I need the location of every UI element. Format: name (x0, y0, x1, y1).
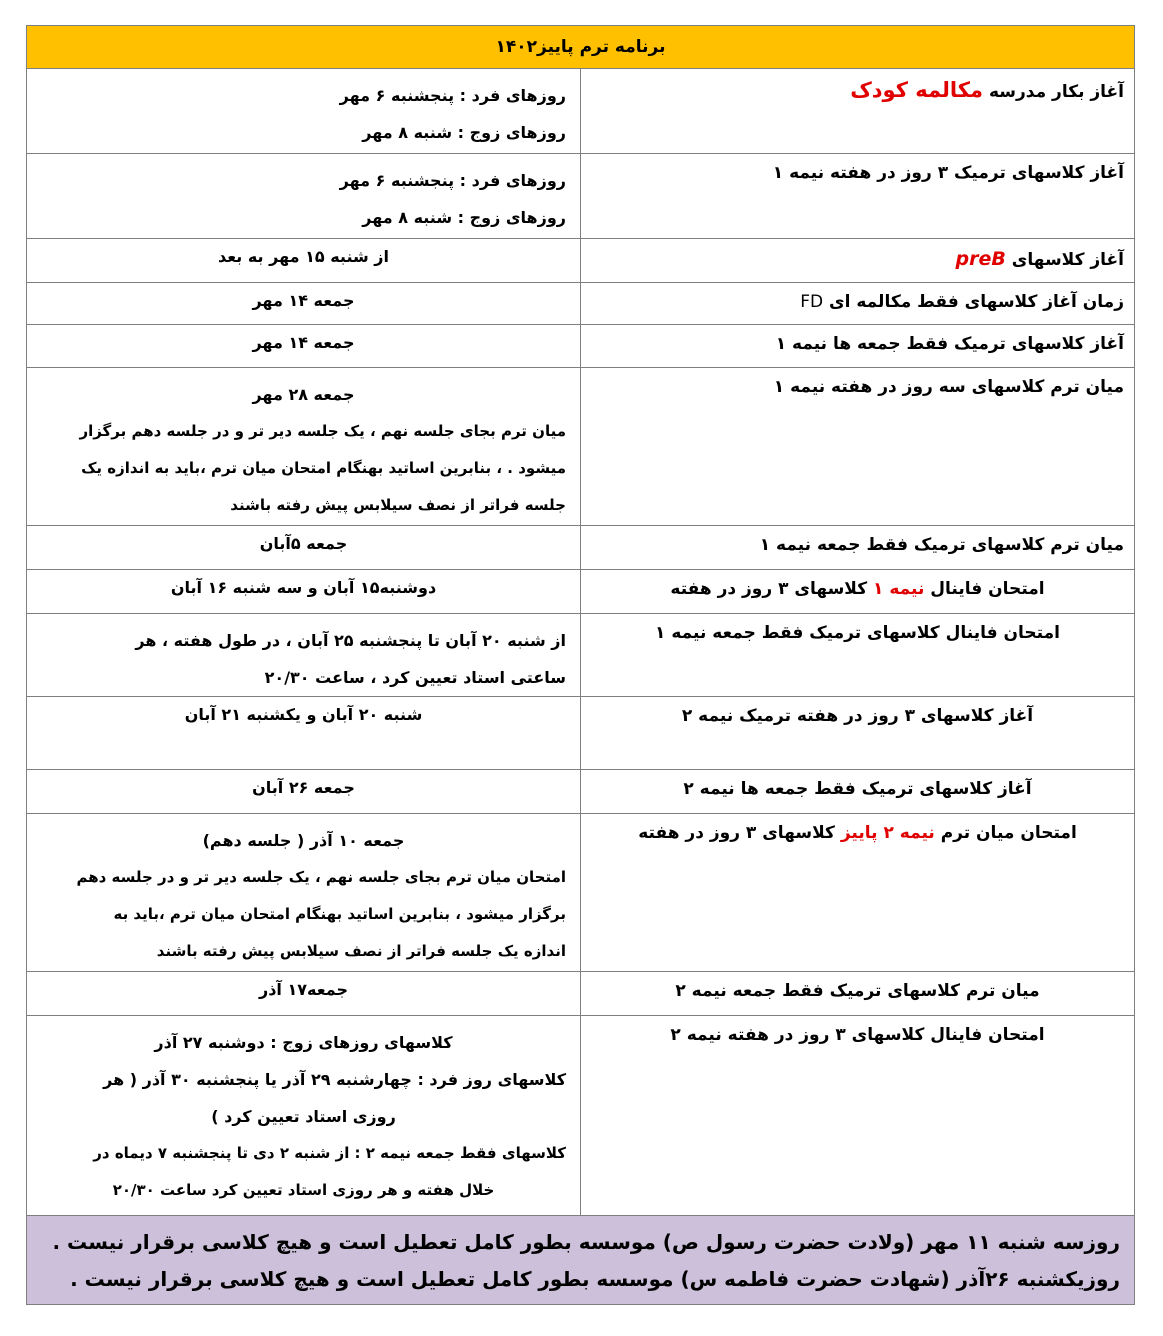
table-row (27, 972, 1135, 1016)
row-value: روزهای فرد : پنجشنبه ۶ مهر روزهای زوج : شنبه ۸ مهر (27, 154, 581, 239)
row-value: از شنبه ۲۰ آبان تا پنجشنبه ۲۵ آبان ، در طول هفته ، هر ساعتی استاد تعیین کرد ، ساعت ۲۰/۳۰ (27, 614, 581, 697)
row-label: آغاز کلاسهای ۳ روز در هفته ترمیک نیمه ۲ (581, 697, 1135, 770)
row-note: امتحان میان ترم بجای جلسه نهم ، یک جلسه دیر تر و در جلسه دهم برگزار میشود ، بنابرین اساتید بهنگام امتحان میان ترم ،باید به اندازه یک جلسه فراتر از نصف سیلابس پیش رفته باشند (76, 868, 566, 960)
table-row (27, 526, 1135, 570)
row-label: آغاز کلاسهای ترمیک فقط جمعه ها نیمه ۲ (581, 770, 1135, 814)
table-row (27, 69, 1135, 154)
table-row (27, 697, 1135, 770)
row-label: آغاز کلاسهای ترمیک فقط جمعه ها نیمه ۱ (581, 325, 1135, 368)
table-row (27, 239, 1135, 283)
table-row (27, 614, 1135, 697)
highlight-text: preB (955, 248, 1006, 270)
row-label: میان ترم کلاسهای ترمیک فقط جمعه نیمه ۲ (581, 972, 1135, 1016)
row-note: کلاسهای فقط جمعه نیمه ۲ : از شنبه ۲ دی تا پنجشنبه ۷ دیماه در خلال هفته و هر روزی استاد تعیین کرد ساعت ۲۰/۳۰ (93, 1144, 566, 1199)
row-value: روزهای فرد : پنجشنبه ۶ مهر روزهای زوج : شنبه ۸ مهر (27, 69, 581, 154)
row-value: جمعه ۱۰ آذر ( جلسه دهم) امتحان میان ترم بجای جلسه نهم ، یک جلسه دیر تر و در جلسه دهم برگزار میشود ، بنابرین اساتید بهنگام امتحان میان ترم ،باید به اندازه یک جلسه فراتر از نصف سیلابس پیش رفته باشند (27, 814, 581, 972)
table-row (27, 814, 1135, 972)
highlight-text: مکالمه کودک (850, 78, 984, 102)
table-row (27, 770, 1135, 814)
highlight-text: نیمه ۲ پاییز (840, 823, 935, 843)
table-row (27, 325, 1135, 368)
row-label: آغاز کلاسهای ترمیک ۳ روز در هفته نیمه ۱ (581, 154, 1135, 239)
schedule-table (26, 25, 1135, 1305)
row-value: جمعه ۲۸ مهر میان ترم بجای جلسه نهم ، یک جلسه دیر تر و در جلسه دهم برگزار میشود . ، بنابرین اساتید بهنگام امتحان میان ترم ،باید به اندازه یک جلسه فراتر از نصف سیلابس پیش رفته باشند (27, 368, 581, 526)
title-row (27, 26, 1135, 69)
row-value: کلاسهای روزهای زوج : دوشنبه ۲۷ آذر کلاسهای روز فرد : چهارشنبه ۲۹ آذر یا پنجشنبه ۳۰ آذر ( هر روزی استاد تعیین کرد ) کلاسهای فقط جمعه نیمه ۲ : از شنبه ۲ دی تا پنجشنبه ۷ دیماه در خلال هفته و هر روزی استاد تعیین کرد ساعت ۲۰/۳۰ (27, 1016, 581, 1216)
row-value: از شنبه ۱۵ مهر به بعد (27, 239, 581, 283)
row-value: جمعه ۱۴ مهر (27, 283, 581, 325)
row-label: امتحان فاینال کلاسهای ترمیک فقط جمعه نیمه ۱ (581, 614, 1135, 697)
row-label: امتحان فاینال کلاسهای ۳ روز در هفته نیمه ۲ (581, 1016, 1135, 1216)
holiday-notice: روزسه شنبه ۱۱ مهر (ولادت حضرت رسول ص) موسسه بطور کامل تعطیل است و هیچ کلاسی برقرار نیست . روزیکشنبه ۲۶آذر (شهادت حضرت فاطمه س) موسسه بطور کامل تعطیل است و هیچ کلاسی برقرار نیست . (27, 1216, 1135, 1305)
highlight-text: نیمه ۱ (873, 579, 925, 599)
row-label: میان ترم کلاسهای ترمیک فقط جمعه نیمه ۱ (581, 526, 1135, 570)
table-title: برنامه ترم پاییز۱۴۰۲ (27, 26, 1135, 69)
table-row (27, 283, 1135, 325)
row-value: شنبه ۲۰ آبان و یکشنبه ۲۱ آبان (27, 697, 581, 770)
footer-row (27, 1216, 1135, 1305)
row-value: جمعه۱۷ آذر (27, 972, 581, 1016)
row-value: جمعه ۲۶ آبان (27, 770, 581, 814)
row-label: میان ترم کلاسهای سه روز در هفته نیمه ۱ (581, 368, 1135, 526)
row-value: جمعه ۵آبان (27, 526, 581, 570)
table-row (27, 570, 1135, 614)
row-label: آغاز بکار مدرسه مکالمه کودک (581, 69, 1135, 154)
table-row (27, 154, 1135, 239)
row-label: امتحان فاینال نیمه ۱ کلاسهای ۳ روز در هفته (581, 570, 1135, 614)
row-note: میان ترم بجای جلسه نهم ، یک جلسه دیر تر و در جلسه دهم برگزار میشود . ، بنابرین اساتید بهنگام امتحان میان ترم ،باید به اندازه یک جلسه فراتر از نصف سیلابس پیش رفته باشند (79, 422, 566, 514)
row-value: دوشنبه۱۵ آبان و سه شنبه ۱۶ آبان (27, 570, 581, 614)
table-row (27, 1016, 1135, 1216)
row-label: زمان آغاز کلاسهای فقط مکالمه ای FD (581, 283, 1135, 325)
row-label: آغاز کلاسهای preB (581, 239, 1135, 283)
row-value: جمعه ۱۴ مهر (27, 325, 581, 368)
table-row (27, 368, 1135, 526)
row-label: امتحان میان ترم نیمه ۲ پاییز کلاسهای ۳ روز در هفته (581, 814, 1135, 972)
